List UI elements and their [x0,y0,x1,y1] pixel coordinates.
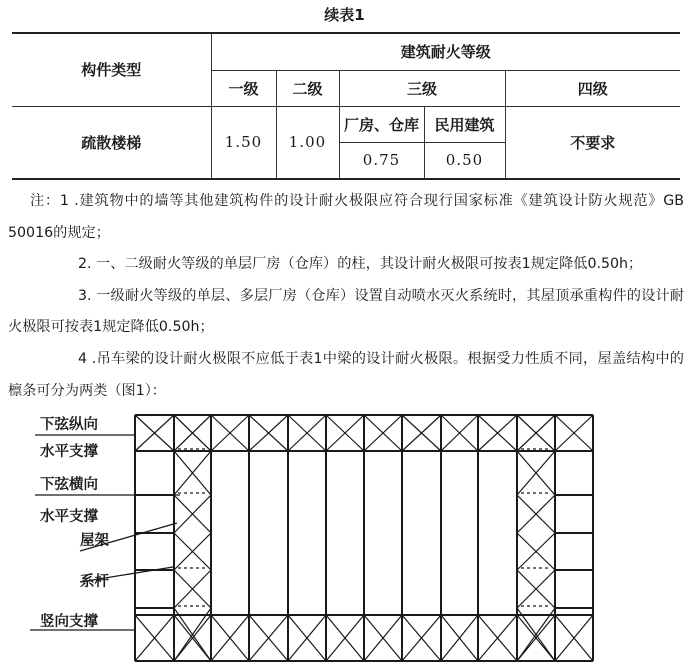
header-grade-1: 一级 [211,70,276,106]
note-3: 3. 一级耐火等级的单层、多层厂房（仓库）设置自动喷水灭火系统时，其屋顶承重构件的设计耐火极限可按表1规定降低0.50h； [8,287,684,336]
note-2: 2. 一、二级耐火等级的单层厂房（仓库）的柱，其设计耐火极限可按表1规定降低0.50h； [78,256,643,273]
label-roof-truss: 屋架 [80,533,109,549]
label-bottom-chord-longitudinal: 下弦纵向 [40,417,98,433]
label-tie-bar: 系杆 [80,574,109,590]
header-grade-4: 四级 [505,70,680,106]
subheader-civil-building: 民用建筑 [424,106,505,142]
header-fire-grade: 建筑耐火等级 [211,33,680,70]
cell-grade-3-factory: 0.75 [339,142,424,179]
header-grade-2: 二级 [276,70,339,106]
notes [8,186,684,407]
note-1: 注：1 .建筑物中的墙等其他建筑构件的设计耐火极限应符合现行国家标准《建筑设计防火规范》GB 50016的规定； [8,193,684,241]
header-grade-3: 三级 [339,70,505,106]
roof-bracing-diagram [0,405,689,666]
row-label-stairs: 疏散楼梯 [12,106,211,179]
fire-resistance-table [12,32,680,180]
cell-grade-1: 1.50 [211,106,276,179]
note-4: 4 .吊车梁的设计耐火极限不应低于表1中梁的设计耐火极限。根据受力性质不同，屋盖结构中的檩条可分为两类（图1）： [8,350,684,399]
cell-grade-3-civil: 0.50 [424,142,505,179]
label-bottom-chord-transverse: 下弦横向 [40,477,98,493]
table-caption: 续表1 [324,6,365,24]
cell-grade-4: 不要求 [505,106,680,179]
header-component-type: 构件类型 [12,33,211,106]
label-horizontal-bracing-2: 水平支撑 [40,509,98,525]
cell-grade-2: 1.00 [276,106,339,179]
label-vertical-bracing: 竖向支撑 [40,614,98,630]
label-horizontal-bracing-1: 水平支撑 [40,444,98,460]
subheader-factory-warehouse: 厂房、仓库 [339,106,424,142]
